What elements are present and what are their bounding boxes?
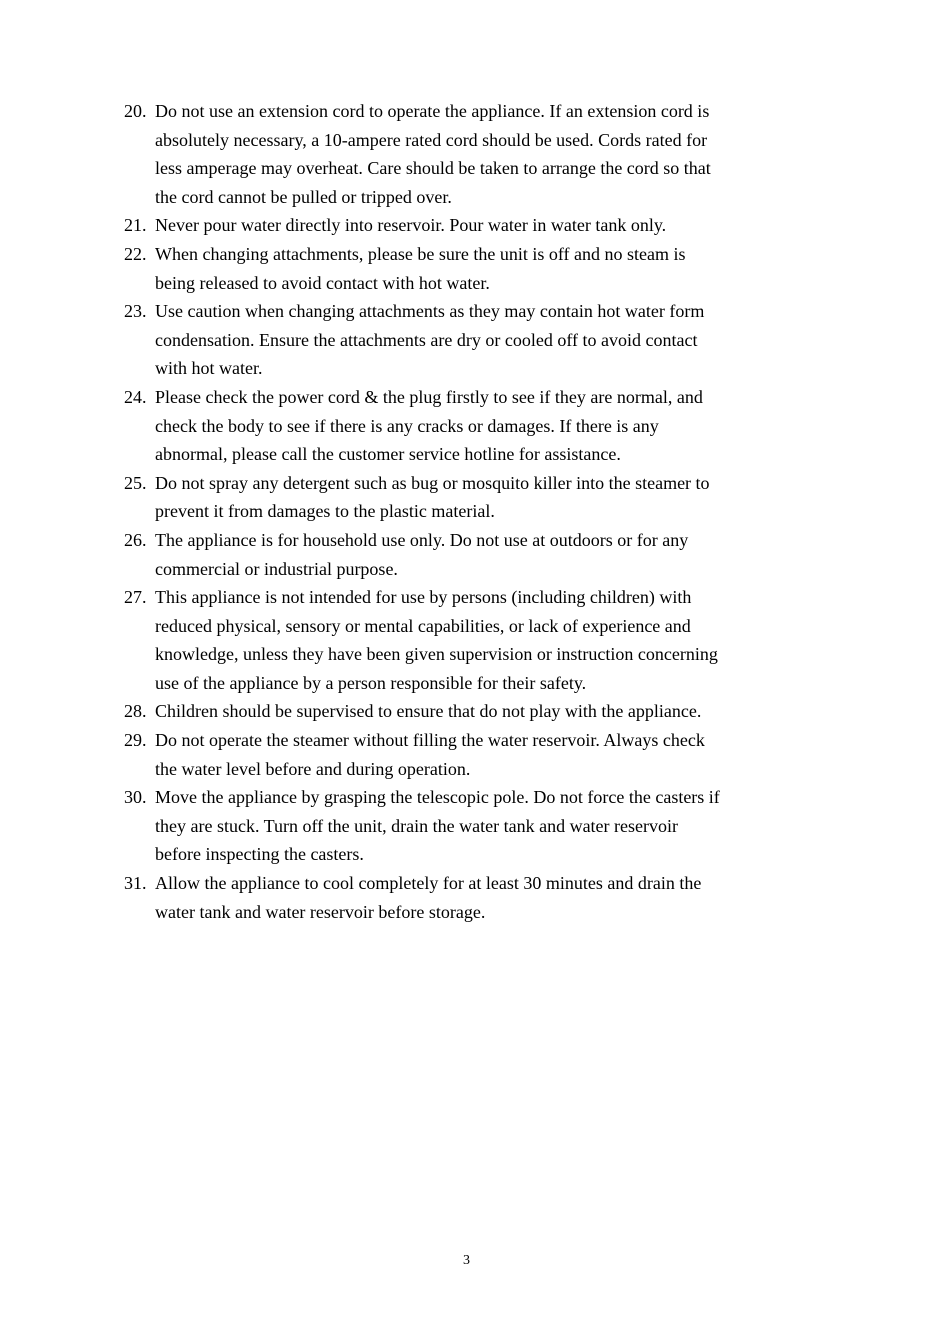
instruction-number: 23.	[124, 301, 147, 322]
instruction-line: with hot water.	[155, 358, 263, 379]
instruction-item	[124, 297, 764, 383]
instruction-number: 26.	[124, 529, 147, 550]
instruction-text	[155, 783, 764, 869]
instruction-text	[155, 869, 764, 926]
instruction-item	[124, 469, 764, 526]
instruction-line: Allow the appliance to cool completely for at least 30 minutes and drain the	[155, 873, 702, 894]
instruction-item	[124, 726, 764, 783]
instruction-line: the cord cannot be pulled or tripped over.	[155, 186, 452, 207]
instruction-item	[124, 783, 764, 869]
instruction-text	[155, 697, 764, 726]
instruction-line: water tank and water reservoir before storage.	[155, 901, 486, 922]
instruction-line: absolutely necessary, a 10-ampere rated cord should be used. Cords rated for	[155, 129, 708, 150]
instruction-item	[124, 869, 764, 926]
instruction-line: Do not operate the steamer without filling the water reservoir. Always check	[155, 730, 705, 751]
instruction-line: before inspecting the casters.	[155, 844, 364, 865]
instruction-line: The appliance is for household use only. Do not use at outdoors or for any	[155, 529, 689, 550]
instruction-item	[124, 211, 764, 240]
instruction-line: Move the appliance by grasping the telescopic pole. Do not force the casters if	[155, 787, 720, 808]
instruction-text	[155, 240, 764, 297]
instruction-line: condensation. Ensure the attachments are dry or cooled off to avoid contact	[155, 329, 698, 350]
instruction-item	[124, 526, 764, 583]
instruction-line: being released to avoid contact with hot water.	[155, 272, 490, 293]
safety-instructions-list	[124, 97, 764, 926]
instruction-text	[155, 583, 764, 697]
instruction-line: they are stuck. Turn off the unit, drain the water tank and water reservoir	[155, 815, 679, 836]
instruction-number: 29.	[124, 730, 147, 751]
instruction-line: Children should be supervised to ensure that do not play with the appliance.	[155, 701, 702, 722]
instruction-line: use of the appliance by a person responsible for their safety.	[155, 672, 587, 693]
instruction-number: 31.	[124, 873, 147, 894]
page-number: 3	[463, 1253, 470, 1268]
instruction-line: commercial or industrial purpose.	[155, 558, 398, 579]
instruction-text	[155, 383, 764, 469]
instruction-number: 22.	[124, 243, 147, 264]
instruction-line: the water level before and during operation.	[155, 758, 471, 779]
instruction-text	[155, 297, 764, 383]
instruction-line: abnormal, please call the customer service hotline for assistance.	[155, 444, 621, 465]
instruction-number: 21.	[124, 215, 147, 236]
instruction-item	[124, 240, 764, 297]
instruction-text	[155, 726, 764, 783]
instruction-item	[124, 383, 764, 469]
instruction-line: Do not spray any detergent such as bug or mosquito killer into the steamer to	[155, 472, 710, 493]
instruction-item	[124, 583, 764, 697]
instruction-line: reduced physical, sensory or mental capabilities, or lack of experience and	[155, 615, 691, 636]
instruction-line: less amperage may overheat. Care should be taken to arrange the cord so that	[155, 158, 711, 179]
instruction-number: 20.	[124, 101, 147, 121]
instruction-line: Do not use an extension cord to operate the appliance. If an extension cord is	[155, 101, 710, 121]
instruction-number: 25.	[124, 472, 147, 493]
instruction-text	[155, 211, 764, 240]
instruction-text	[155, 469, 764, 526]
instruction-number: 28.	[124, 701, 147, 722]
instruction-line: This appliance is not intended for use by persons (including children) with	[155, 587, 692, 608]
instruction-line: Please check the power cord & the plug firstly to see if they are normal, and	[155, 386, 703, 407]
instruction-line: check the body to see if there is any cracks or damages. If there is any	[155, 415, 659, 436]
instruction-number: 24.	[124, 386, 147, 407]
instruction-line: prevent it from damages to the plastic material.	[155, 501, 495, 522]
instruction-text	[155, 526, 764, 583]
instruction-number: 27.	[124, 587, 147, 608]
instruction-line: Use caution when changing attachments as they may contain hot water form	[155, 301, 705, 322]
instruction-number: 30.	[124, 787, 147, 808]
instruction-item	[124, 97, 764, 211]
instruction-line: Never pour water directly into reservoir. Pour water in water tank only.	[155, 215, 667, 236]
instruction-text	[155, 97, 764, 211]
instruction-line: When changing attachments, please be sure the unit is off and no steam is	[155, 243, 686, 264]
instruction-item	[124, 697, 764, 726]
instruction-line: knowledge, unless they have been given supervision or instruction concerning	[155, 644, 718, 665]
